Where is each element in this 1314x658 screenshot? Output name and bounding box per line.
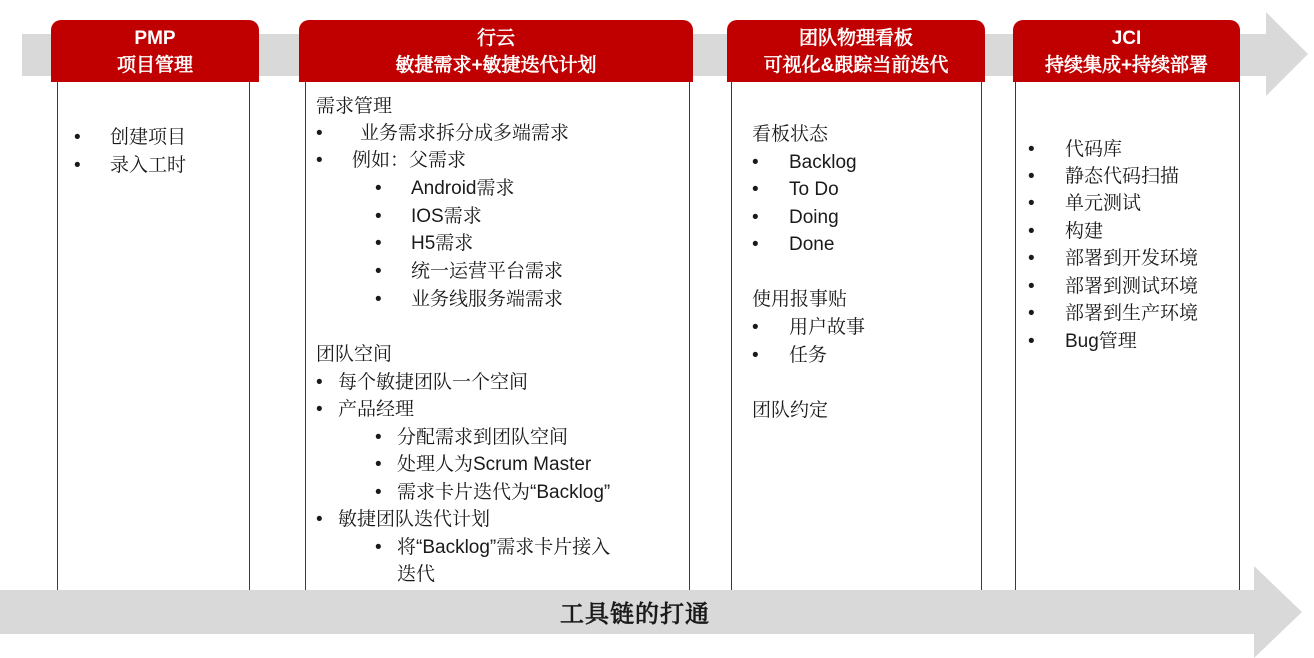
xingyun-title: 行云 bbox=[476, 28, 515, 49]
xingyun-subtitle: 敏捷需求+敏捷迭代计划 bbox=[395, 55, 597, 76]
kanban-header bbox=[727, 20, 985, 82]
jci-title: JCI bbox=[1111, 28, 1142, 49]
toolchain-label: 工具链的打通 bbox=[560, 601, 710, 628]
pmp-title: PMP bbox=[134, 28, 176, 49]
section-heading: 看板状态 bbox=[752, 124, 829, 145]
jci-subtitle: 持续集成+持续部署 bbox=[1044, 55, 1209, 76]
sub-list-item-continuation: 迭代 bbox=[397, 564, 436, 585]
section-heading: 使用报事贴 bbox=[752, 289, 848, 310]
section-heading: 团队约定 bbox=[752, 400, 829, 421]
kanban-title: 团队物理看板 bbox=[798, 28, 913, 49]
pmp-subtitle: 项目管理 bbox=[116, 55, 193, 76]
pmp-header bbox=[51, 20, 259, 82]
section-heading: 团队空间 bbox=[316, 344, 393, 365]
jci-header bbox=[1013, 20, 1240, 82]
section-heading: 需求管理 bbox=[316, 96, 393, 117]
kanban-subtitle: 可视化&跟踪当前迭代 bbox=[763, 55, 949, 76]
xingyun-header bbox=[299, 20, 693, 82]
